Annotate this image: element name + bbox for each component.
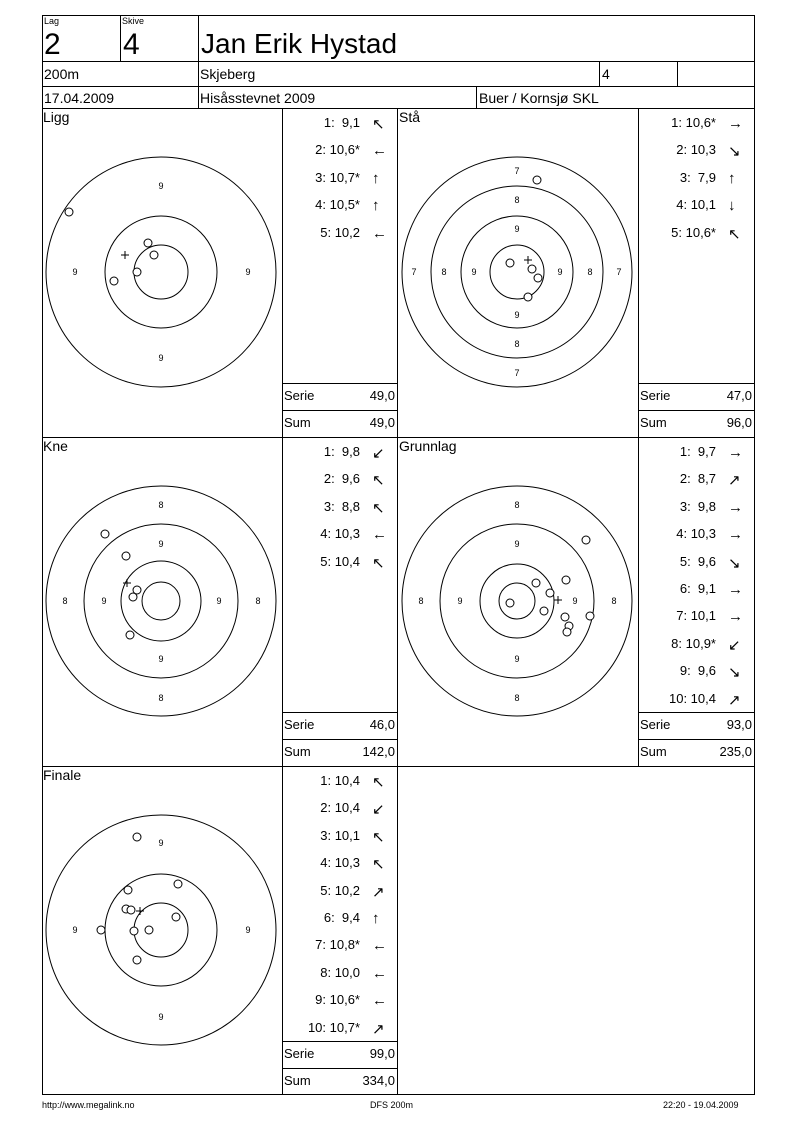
svg-text:8: 8 xyxy=(611,596,617,606)
shot-value: 1: 10,4 xyxy=(320,773,360,788)
shot-mark xyxy=(124,886,132,894)
shot-value: 8: 10,9* xyxy=(671,635,716,651)
shot-value: 3: 9,8 xyxy=(679,498,716,514)
shot-mark xyxy=(130,927,138,935)
svg-text:9: 9 xyxy=(158,838,164,848)
panel-title: Grunnlag xyxy=(399,438,457,454)
shot-value: 5: 10,6* xyxy=(671,224,716,240)
club: Skjeberg xyxy=(200,66,256,82)
shooter-name: Jan Erik Hystad xyxy=(201,28,398,59)
shot-direction-icon: ↑ xyxy=(728,169,736,187)
svg-text:7: 7 xyxy=(514,166,520,176)
sum-value: 96,0 xyxy=(726,415,752,430)
shot-direction-icon: → xyxy=(728,526,743,544)
svg-text:8: 8 xyxy=(62,596,68,606)
svg-text:9: 9 xyxy=(514,654,520,664)
shot-direction-icon: ← xyxy=(372,964,387,982)
shot-value: 2: 10,4 xyxy=(320,800,360,816)
shot-direction-icon: → xyxy=(728,581,743,598)
serie-label: Serie xyxy=(640,717,671,732)
sum-label: Sum xyxy=(284,415,311,430)
shot-direction-icon: ↖ xyxy=(372,774,385,791)
sum-label: Sum xyxy=(640,744,667,759)
shot-direction-icon: ↗ xyxy=(372,1020,385,1038)
shot-value: 2: 10,6* xyxy=(315,142,360,158)
shot-value: 2: 9,6 xyxy=(323,471,360,487)
shot-value: 4: 10,3 xyxy=(320,855,360,871)
shot-direction-icon: ↗ xyxy=(728,472,741,490)
sum-value: 142,0 xyxy=(362,744,395,759)
serie-label: Serie xyxy=(284,717,315,732)
shot-value: 8: 10,0 xyxy=(320,964,360,980)
svg-text:8: 8 xyxy=(587,267,593,277)
svg-text:8: 8 xyxy=(514,500,520,510)
shot-direction-icon: ↖ xyxy=(372,856,385,874)
svg-text:9: 9 xyxy=(158,1012,164,1022)
svg-text:9: 9 xyxy=(101,596,107,606)
shot-value: 10: 10,4 xyxy=(669,690,716,706)
svg-text:9: 9 xyxy=(158,654,164,664)
shot-direction-icon: ↖ xyxy=(372,472,385,490)
shot-direction-icon: ← xyxy=(372,937,387,955)
svg-text:9: 9 xyxy=(216,596,222,606)
shot-direction-icon: ↑ xyxy=(372,197,380,215)
shot-direction-icon: ← xyxy=(372,526,387,544)
shot-value: 1: 9,8 xyxy=(323,444,360,459)
svg-text:9: 9 xyxy=(471,267,477,277)
shot-direction-icon: → xyxy=(728,608,743,626)
shot-value: 4: 10,3 xyxy=(676,526,716,542)
svg-text:8: 8 xyxy=(514,195,520,205)
sum-label: Sum xyxy=(640,415,667,430)
svg-text:7: 7 xyxy=(514,368,520,378)
shot-mark xyxy=(133,833,141,841)
shot-direction-icon: → xyxy=(728,444,743,461)
shot-value: 5: 9,6 xyxy=(679,553,716,569)
svg-text:9: 9 xyxy=(514,539,520,549)
skive-label: Skive xyxy=(122,16,145,26)
footer-center: DFS 200m xyxy=(370,1100,414,1110)
event-name: Hisåsstevnet 2009 xyxy=(200,90,316,106)
shot-direction-icon: ↘ xyxy=(728,143,741,161)
svg-text:9: 9 xyxy=(457,596,463,606)
shot-value: 3: 8,8 xyxy=(323,498,360,514)
shot-direction-icon: ↙ xyxy=(372,801,385,819)
ring-label: 9 xyxy=(158,181,164,191)
svg-text:8: 8 xyxy=(514,339,520,349)
venue: Buer / Kornsjø SKL xyxy=(479,90,599,106)
svg-text:9: 9 xyxy=(572,596,578,606)
serie-label: Serie xyxy=(640,388,671,403)
shot-direction-icon: ↖ xyxy=(372,499,385,517)
panel-title: Ligg xyxy=(43,109,70,125)
svg-text:9: 9 xyxy=(158,539,164,549)
ring-label: 9 xyxy=(158,353,164,363)
shot-direction-icon: ← xyxy=(372,142,387,160)
panel-title: Finale xyxy=(43,767,82,783)
shot-mark xyxy=(97,926,105,934)
sum-label: Sum xyxy=(284,744,311,759)
ring-label: 9 xyxy=(245,267,251,277)
shot-direction-icon: ↑ xyxy=(372,910,380,927)
serie-value: 46,0 xyxy=(369,717,395,732)
sum-value: 235,0 xyxy=(719,744,752,759)
svg-text:8: 8 xyxy=(418,596,424,606)
serie-label: Serie xyxy=(284,1046,315,1061)
shot-value: 1: 9,1 xyxy=(323,115,360,130)
shot-direction-icon: ↙ xyxy=(372,445,385,462)
panel-title: Stå xyxy=(399,109,421,125)
svg-text:7: 7 xyxy=(616,267,622,277)
shot-mark xyxy=(127,906,135,914)
serie-value: 47,0 xyxy=(726,388,752,403)
svg-text:8: 8 xyxy=(158,693,164,703)
shot-direction-icon: → xyxy=(728,498,743,516)
sum-value: 334,0 xyxy=(362,1073,395,1088)
shot-value: 3: 10,7* xyxy=(315,169,360,185)
shot-direction-icon: ↖ xyxy=(728,225,741,243)
shot-value: 5: 10,4 xyxy=(320,553,360,569)
shot-direction-icon: ↘ xyxy=(728,554,741,572)
sum-label: Sum xyxy=(284,1073,311,1088)
shot-value: 9: 9,6 xyxy=(679,663,716,679)
shot-value: 9: 10,6* xyxy=(315,992,360,1008)
shot-value: 6: 9,1 xyxy=(679,581,716,596)
footer-timestamp: 22:20 - 19.04.2009 xyxy=(663,1100,739,1110)
svg-text:8: 8 xyxy=(255,596,261,606)
shot-value: 4: 10,5* xyxy=(315,197,360,213)
shot-direction-icon: ← xyxy=(372,224,387,242)
svg-text:9: 9 xyxy=(557,267,563,277)
svg-text:8: 8 xyxy=(158,500,164,510)
shot-value: 4: 10,1 xyxy=(676,197,716,213)
shot-direction-icon: ↖ xyxy=(372,828,385,846)
serie-value: 49,0 xyxy=(369,388,395,403)
svg-text:7: 7 xyxy=(411,267,417,277)
shot-value: 10: 10,7* xyxy=(307,1019,360,1035)
footer-url: http://www.megalink.no xyxy=(42,1100,135,1110)
svg-text:9: 9 xyxy=(245,925,251,935)
date: 17.04.2009 xyxy=(44,90,115,106)
svg-text:9: 9 xyxy=(72,925,78,935)
sum-value: 49,0 xyxy=(369,415,395,430)
shot-direction-icon: ↘ xyxy=(728,664,741,682)
panel-title: Kne xyxy=(43,438,68,454)
ring-label: 9 xyxy=(72,267,78,277)
shot-mark xyxy=(145,926,153,934)
lag-label: Lag xyxy=(44,16,60,26)
shot-direction-icon: ↖ xyxy=(372,554,385,572)
shot-direction-icon: ↗ xyxy=(728,691,741,709)
shot-value: 3: 7,9 xyxy=(679,169,716,185)
shot-mark xyxy=(174,880,182,888)
shot-direction-icon: ↗ xyxy=(372,883,385,901)
shot-mark xyxy=(172,913,180,921)
shot-value: 6: 9,4 xyxy=(323,910,360,925)
shot-value: 5: 10,2 xyxy=(320,882,360,898)
shot-value: 3: 10,1 xyxy=(320,827,360,843)
shot-direction-icon: → xyxy=(728,115,743,132)
shot-direction-icon: ↙ xyxy=(728,636,741,654)
shot-direction-icon: ↓ xyxy=(728,197,736,215)
shot-direction-icon: ↖ xyxy=(372,116,385,133)
lag-value: 2 xyxy=(44,28,61,61)
svg-text:8: 8 xyxy=(441,267,447,277)
shot-value: 2: 8,7 xyxy=(679,471,716,487)
svg-text:8: 8 xyxy=(514,693,520,703)
svg-text:9: 9 xyxy=(514,224,520,234)
shot-value: 7: 10,8* xyxy=(315,937,360,953)
serie-value: 99,0 xyxy=(369,1046,395,1061)
class-value: 4 xyxy=(602,66,610,82)
skive-value: 4 xyxy=(123,28,140,61)
serie-value: 93,0 xyxy=(726,717,752,732)
shot-value: 4: 10,3 xyxy=(320,526,360,542)
svg-text:9: 9 xyxy=(514,310,520,320)
shot-direction-icon: ← xyxy=(372,992,387,1010)
shot-value: 2: 10,3 xyxy=(676,142,716,158)
shot-value: 1: 9,7 xyxy=(679,444,716,459)
serie-label: Serie xyxy=(284,388,315,403)
shot-value: 5: 10,2 xyxy=(320,224,360,240)
shot-value: 1: 10,6* xyxy=(671,115,716,130)
shot-mark xyxy=(133,956,141,964)
shot-direction-icon: ↑ xyxy=(372,169,380,187)
shot-value: 7: 10,1 xyxy=(676,608,716,624)
distance: 200m xyxy=(44,66,80,82)
